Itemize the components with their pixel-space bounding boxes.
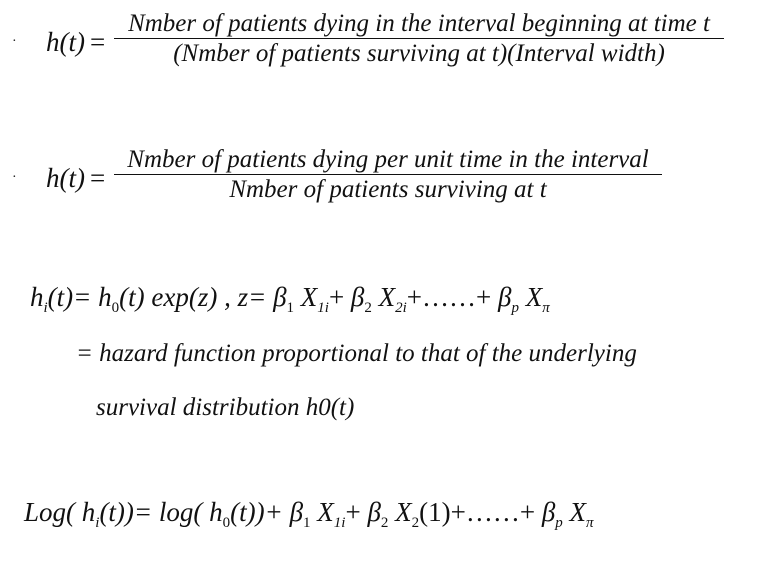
- equals-sign: =: [90, 163, 106, 193]
- subscript: p: [555, 515, 563, 531]
- equals-sign: =: [90, 27, 106, 57]
- subscript: π: [542, 300, 550, 316]
- symbol-h: h: [209, 497, 223, 527]
- subscript: 1i: [317, 300, 329, 316]
- expr-part: (t) exp(z) , z=: [119, 282, 274, 312]
- subscript: 2: [380, 515, 389, 531]
- expr-part: (t))= log(: [99, 497, 203, 527]
- symbol-beta: β: [289, 497, 304, 527]
- subscript: 2: [364, 300, 372, 316]
- symbol-x: X: [300, 282, 318, 312]
- symbol-beta: β: [367, 497, 381, 527]
- subscript: π: [586, 515, 594, 531]
- fraction-denominator: (Nmber of patients surviving at t)(Interval width): [173, 40, 665, 67]
- symbol-beta: β: [350, 282, 365, 312]
- symbol-beta: β: [541, 497, 556, 527]
- plus-sign: +: [328, 282, 351, 312]
- symbol-h: h: [98, 282, 112, 312]
- symbol-x: X: [395, 497, 412, 527]
- subscript: 1: [303, 515, 311, 531]
- description-line-1: = hazard function proportional to that of the underlying: [76, 340, 637, 367]
- fraction-hazard-unit-time: [114, 146, 662, 205]
- symbol-x: X: [569, 497, 587, 527]
- symbol-beta: β: [498, 282, 512, 312]
- hazard-lhs: h(t): [46, 163, 85, 193]
- bullet-dot: ·: [12, 34, 17, 49]
- fraction-numerator: Nmber of patients dying per unit time in the interval: [114, 146, 662, 175]
- subscript: p: [511, 300, 519, 316]
- expr-part: (t))+: [230, 497, 290, 527]
- description-line-2: survival distribution h0(t): [96, 394, 355, 421]
- plus-sign: +: [345, 497, 368, 527]
- bullet-dot: ·: [12, 170, 17, 185]
- ellipsis-plus: +……+: [406, 282, 499, 312]
- log-model-equation: [24, 497, 594, 531]
- fraction-hazard-interval: [114, 10, 724, 69]
- symbol-h: h: [81, 497, 96, 527]
- expr-part: (t)=: [47, 282, 99, 312]
- subscript: 0: [222, 515, 231, 531]
- subscript: 1: [286, 300, 295, 316]
- fraction-denominator: Nmber of patients surviving at t: [229, 176, 547, 203]
- subscript: i: [43, 300, 48, 316]
- symbol-x: X: [378, 282, 396, 312]
- symbol-x: X: [317, 497, 334, 527]
- subscript: i: [95, 515, 100, 531]
- log-label: Log(: [24, 497, 76, 527]
- symbol-beta: β: [273, 282, 287, 312]
- cox-model-equation: [30, 282, 550, 316]
- expr-part: (1)+……+: [419, 497, 542, 527]
- symbol-x: X: [525, 282, 543, 312]
- subscript: 2: [411, 515, 420, 531]
- hazard-lhs: h(t): [46, 27, 85, 57]
- subscript: 1i: [333, 515, 346, 531]
- subscript: 0: [111, 300, 120, 316]
- symbol-h: h: [30, 282, 44, 312]
- fraction-numerator: Nmber of patients dying in the interval beginning at time t: [114, 10, 724, 39]
- subscript: 2i: [395, 300, 407, 316]
